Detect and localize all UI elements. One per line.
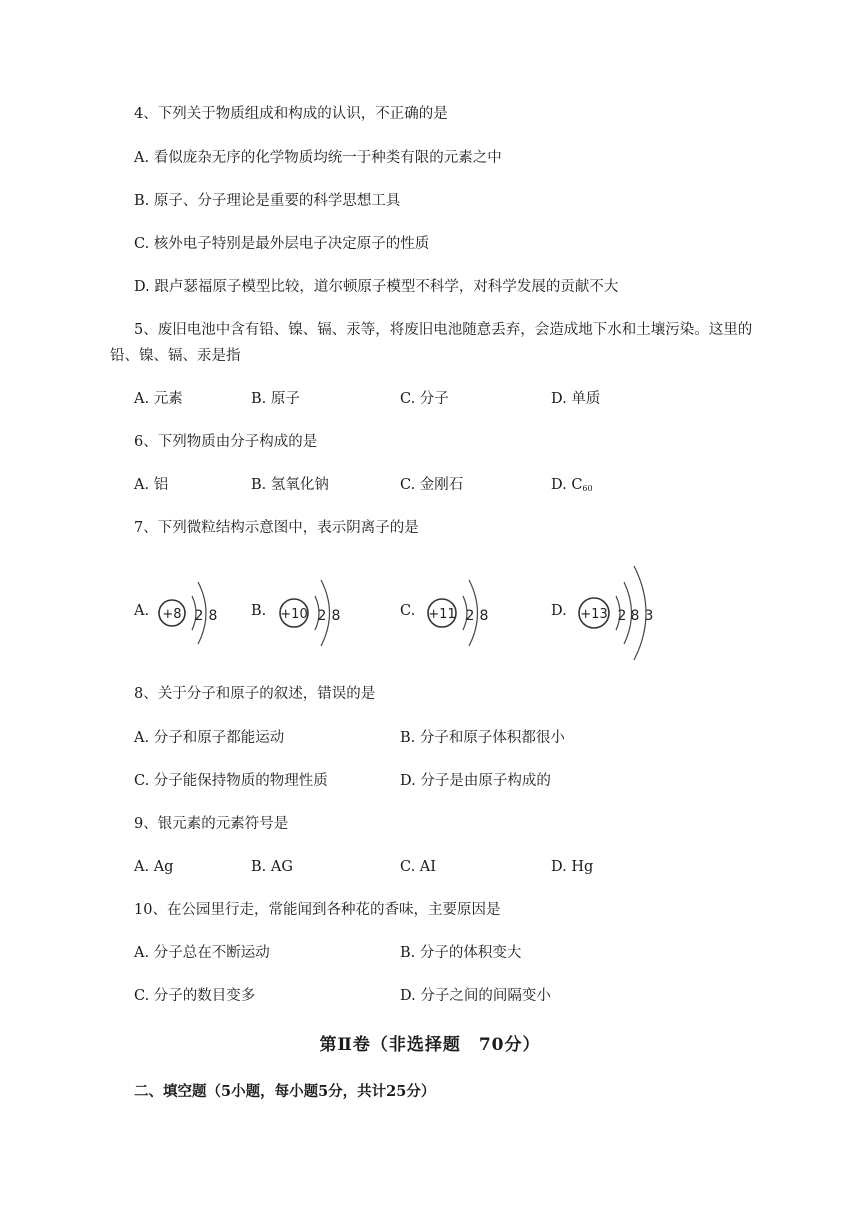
q9-stem: 9、银元素的元素符号是 — [134, 816, 289, 832]
q7-label-a: A. — [134, 603, 150, 619]
q4-option-b: B. 原子、分子理论是重要的科学思想工具 — [134, 193, 401, 209]
q9-option-d: D. Hg — [551, 859, 594, 875]
q6-option-d-subscript: 60 — [582, 484, 593, 493]
q10-option-a: A. 分子总在不断运动 — [134, 945, 270, 961]
q7-atom-b-shell-1: 2 — [317, 608, 327, 624]
q5-option-c: C. 分子 — [400, 391, 449, 407]
q7-atom-diagram-b — [272, 568, 352, 662]
q7-atom-d-nucleus: +13 — [580, 607, 608, 622]
q9-option-b: B. AG — [251, 859, 293, 875]
q7-atom-c-shell-2: 8 — [479, 608, 489, 624]
q6-option-b: B. 氢氧化钠 — [251, 477, 329, 493]
q7-label-c: C. — [400, 603, 416, 619]
q5-option-b: B. 原子 — [251, 391, 300, 407]
q4-stem: 4、下列关于物质组成和构成的认识，不正确的是 — [134, 106, 448, 122]
q7-atom-b-shell-2: 8 — [331, 608, 341, 624]
q5-option-a: A. 元素 — [134, 391, 183, 407]
q10-option-b: B. 分子的体积变大 — [400, 945, 522, 961]
q10-option-d: D. 分子之间的间隔变小 — [400, 988, 551, 1004]
q6-option-a: A. 铝 — [134, 477, 169, 493]
part2-subtitle: 二、填空题（5小题，每小题5分，共计25分） — [134, 1083, 436, 1100]
q7-atom-diagram-c — [420, 568, 500, 662]
q7-atom-c-shell-1: 2 — [465, 608, 475, 624]
q7-label-b: B. — [251, 603, 267, 619]
q4-option-a: A. 看似庞杂无序的化学物质均统一于种类有限的元素之中 — [134, 150, 502, 166]
q4-option-c: C. 核外电子特别是最外层电子决定原子的性质 — [134, 236, 430, 252]
q8-stem: 8、关于分子和原子的叙述，错误的是 — [134, 686, 376, 702]
q7-atom-c-nucleus: +11 — [428, 607, 456, 622]
q7-atom-d-shell-1: 2 — [617, 608, 627, 624]
q8-option-a: A. 分子和原子都能运动 — [134, 730, 285, 746]
q6-option-c: C. 金刚石 — [400, 477, 464, 493]
q5-stem-line1: 5、废旧电池中含有铅、镍、镉、汞等，将废旧电池随意丢弃，会造成地下水和土壤污染。这里的 — [134, 322, 753, 338]
q7-atom-d-shell-2: 8 — [630, 608, 640, 624]
q8-option-b: B. 分子和原子体积都很小 — [400, 730, 565, 746]
q7-label-d: D. — [551, 603, 567, 619]
q7-atom-b-nucleus: +10 — [280, 607, 308, 622]
q9-option-c: C. AI — [400, 859, 436, 875]
q7-atom-d-shell-3: 3 — [644, 608, 654, 624]
q7-atom-a-shell-2: 8 — [208, 608, 218, 624]
q7-atom-diagram-d — [572, 560, 672, 668]
q10-option-c: C. 分子的数目变多 — [134, 988, 256, 1004]
q8-option-c: C. 分子能保持物质的物理性质 — [134, 773, 328, 789]
q5-stem-line2: 铅、镍、镉、汞是指 — [110, 348, 241, 364]
q9-option-a: A. Ag — [134, 859, 174, 875]
q7-stem: 7、下列微粒结构示意图中，表示阴离子的是 — [134, 520, 419, 536]
q5-option-d: D. 单质 — [551, 391, 601, 407]
q7-atom-a-shell-1: 2 — [194, 608, 204, 624]
q8-option-d: D. 分子是由原子构成的 — [400, 773, 551, 789]
part2-title: 第Ⅱ卷（非选择题 70分） — [319, 1035, 541, 1055]
q4-option-d: D. 跟卢瑟福原子模型比较，道尔顿原子模型不科学，对科学发展的贡献不大 — [134, 279, 619, 295]
q10-stem: 10、在公园里行走，常能闻到各种花的香味，主要原因是 — [134, 902, 501, 918]
q6-stem: 6、下列物质由分子构成的是 — [134, 434, 318, 450]
q6-option-d — [551, 475, 593, 499]
q7-atom-a-nucleus: +8 — [162, 607, 182, 622]
q7-atom-diagram-a — [150, 568, 230, 662]
q6-option-d-text: D. C — [551, 477, 583, 493]
